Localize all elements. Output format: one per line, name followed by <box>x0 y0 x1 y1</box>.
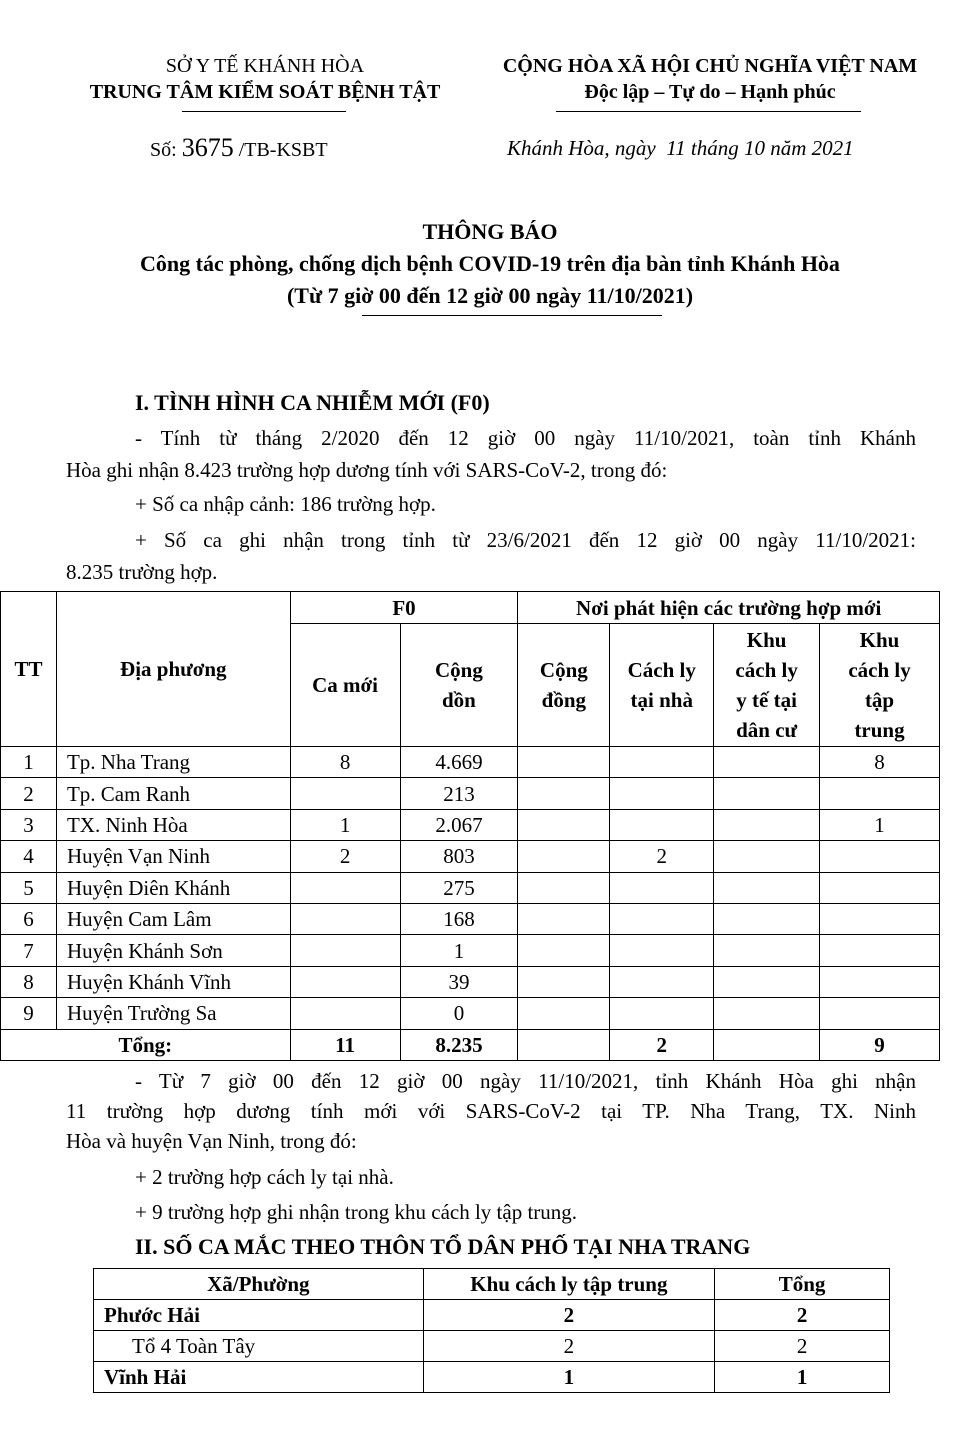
col-cumulative: Cộng dồn <box>400 624 518 747</box>
cell-total: 2 <box>715 1300 890 1331</box>
doc-no-suffix: /TB-KSBT <box>238 139 328 161</box>
cell-new: 8 <box>290 747 400 778</box>
cell-cum: 168 <box>400 903 518 934</box>
cell-central: 1 <box>423 1362 715 1393</box>
agency-underline <box>182 111 346 112</box>
document-number <box>150 133 328 165</box>
s1-para6: + 9 trường hợp ghi nhận trong khu cách ly tập trung. <box>135 1200 578 1224</box>
col-tt: TT <box>1 592 57 747</box>
cell-total: 2 <box>715 1331 890 1362</box>
cell-med <box>714 747 820 778</box>
cell-name: Tp. Nha Trang <box>56 747 290 778</box>
s1-para5: + 2 trường hợp cách ly tại nhà. <box>135 1165 394 1189</box>
cell-community <box>518 903 610 934</box>
cell-name: Huyện Diên Khánh <box>56 872 290 903</box>
total-label: Tổng: <box>1 1029 291 1060</box>
total-community <box>518 1029 610 1060</box>
cell-cum: 275 <box>400 872 518 903</box>
cell-community <box>518 778 610 809</box>
cell-tt: 7 <box>1 935 57 966</box>
cell-tt: 3 <box>1 809 57 840</box>
total-medical <box>714 1029 820 1060</box>
cell-new: 2 <box>290 841 400 872</box>
s1-para1-line2: Hòa ghi nhận 8.423 trường hợp dương tính với SARS-CoV-2, trong đó: <box>66 458 668 482</box>
place-date: Khánh Hòa, ngày 11 tháng 10 năm 2021 <box>507 136 854 160</box>
total-new: 11 <box>290 1029 400 1060</box>
cell-central: 8 <box>820 747 940 778</box>
cell-med <box>714 778 820 809</box>
col-medical-isolation: Khu cách ly y tế tại dân cư <box>714 624 820 747</box>
notice-subject: Công tác phòng, chống dịch bệnh COVID-19 trên địa bàn tỉnh Khánh Hòa <box>140 251 840 276</box>
table-row <box>1 935 940 966</box>
doc-no-prefix: Số: <box>150 139 177 161</box>
cell-tt: 9 <box>1 998 57 1029</box>
table-row <box>1 966 940 997</box>
cell-central <box>820 903 940 934</box>
nation-title: CỘNG HÒA XÃ HỘI CHỦ NGHĨA VIỆT NAM <box>502 55 918 77</box>
cell-cum: 213 <box>400 778 518 809</box>
cell-home <box>610 747 714 778</box>
s1-para3-line1: + Số ca ghi nhận trong tỉnh từ 23/6/2021 đến 12 giờ 00 ngày 11/10/2021: <box>135 528 916 552</box>
cell-name: Huyện Trường Sa <box>56 998 290 1029</box>
cell-med <box>714 841 820 872</box>
notice-title: THÔNG BÁO <box>422 219 558 244</box>
cell-community <box>518 809 610 840</box>
cell-cum: 0 <box>400 998 518 1029</box>
col-central-isolation-2: Khu cách ly tập trung <box>423 1269 715 1300</box>
col-central-isolation: Khu cách ly tập trung <box>820 624 940 747</box>
cell-cum: 1 <box>400 935 518 966</box>
agency-name: TRUNG TÂM KIỂM SOÁT BỆNH TẬT <box>89 81 441 103</box>
s1-para4-line3: Hòa và huyện Vạn Ninh, trong đó: <box>66 1129 357 1153</box>
cell-name: Tp. Cam Ranh <box>56 778 290 809</box>
cell-cum: 2.067 <box>400 809 518 840</box>
cases-by-locality-table <box>0 591 940 1061</box>
s1-para1-line1: - Tính từ tháng 2/2020 đến 12 giờ 00 ngày 11/10/2021, toàn tỉnh Khánh <box>135 426 916 450</box>
col-community: Cộng đồng <box>518 624 610 747</box>
cell-new <box>290 998 400 1029</box>
cell-central: 1 <box>820 809 940 840</box>
cell-central <box>820 778 940 809</box>
col-group-f0: F0 <box>290 592 518 624</box>
title-underline <box>362 315 662 316</box>
cell-name: Huyện Vạn Ninh <box>56 841 290 872</box>
agency-parent: SỞ Y TẾ KHÁNH HÒA <box>165 55 365 77</box>
section-1-heading: I. TÌNH HÌNH CA NHIỄM MỚI (F0) <box>135 390 490 415</box>
cell-home <box>610 903 714 934</box>
cell-name: Tổ 4 Toàn Tây <box>94 1331 424 1362</box>
total-central: 9 <box>820 1029 940 1060</box>
col-total-2: Tổng <box>715 1269 890 1300</box>
cell-home <box>610 935 714 966</box>
table-row <box>1 778 940 809</box>
cell-cum: 39 <box>400 966 518 997</box>
cell-name: Vĩnh Hải <box>94 1362 424 1393</box>
cell-home <box>610 966 714 997</box>
cell-tt: 4 <box>1 841 57 872</box>
notice-period: (Từ 7 giờ 00 đến 12 giờ 00 ngày 11/10/2021) <box>286 283 694 308</box>
col-new-cases: Ca mới <box>290 624 400 747</box>
table-row <box>1 841 940 872</box>
cell-central: 2 <box>423 1300 715 1331</box>
doc-no-value: 3675 <box>181 133 234 162</box>
cell-med <box>714 935 820 966</box>
cell-total: 1 <box>715 1362 890 1393</box>
section-2-heading: II. SỐ CA MẮC THEO THÔN TỔ DÂN PHỐ TẠI NHA TRANG <box>135 1234 751 1259</box>
cell-med <box>714 998 820 1029</box>
table-row <box>1 998 940 1029</box>
cell-tt: 8 <box>1 966 57 997</box>
table-row <box>94 1331 890 1362</box>
cell-central: 2 <box>423 1331 715 1362</box>
cell-name: Huyện Cam Lâm <box>56 903 290 934</box>
motto-underline <box>556 111 861 112</box>
table-row <box>94 1362 890 1393</box>
cell-new <box>290 935 400 966</box>
cell-name: Huyện Khánh Vĩnh <box>56 966 290 997</box>
cell-med <box>714 809 820 840</box>
cell-new: 1 <box>290 809 400 840</box>
cell-med <box>714 903 820 934</box>
cell-tt: 2 <box>1 778 57 809</box>
col-locality: Địa phương <box>56 592 290 747</box>
col-ward: Xã/Phường <box>94 1269 424 1300</box>
cell-central <box>820 935 940 966</box>
cell-home <box>610 778 714 809</box>
total-cumulative: 8.235 <box>400 1029 518 1060</box>
table-row <box>94 1300 890 1331</box>
table-row <box>1 903 940 934</box>
cell-cum: 4.669 <box>400 747 518 778</box>
cell-new <box>290 778 400 809</box>
cell-new <box>290 903 400 934</box>
s1-para4-line2: 11 trường hợp dương tính mới với SARS-CoV-2 tại TP. Nha Trang, TX. Ninh <box>66 1099 916 1123</box>
s1-para3-line2: 8.235 trường hợp. <box>66 560 218 584</box>
cell-name: Phước Hải <box>94 1300 424 1331</box>
cell-community <box>518 747 610 778</box>
s1-para4-line1: - Từ 7 giờ 00 đến 12 giờ 00 ngày 11/10/2021, tỉnh Khánh Hòa ghi nhận <box>135 1069 916 1093</box>
cell-community <box>518 935 610 966</box>
table-row <box>1 809 940 840</box>
cell-name: Huyện Khánh Sơn <box>56 935 290 966</box>
col-home-isolation: Cách ly tại nhà <box>610 624 714 747</box>
total-home: 2 <box>610 1029 714 1060</box>
cell-community <box>518 872 610 903</box>
col-group-found-at: Nơi phát hiện các trường hợp mới <box>518 592 940 624</box>
cell-central <box>820 872 940 903</box>
cell-home <box>610 872 714 903</box>
cell-central <box>820 998 940 1029</box>
cell-community <box>518 998 610 1029</box>
cell-cum: 803 <box>400 841 518 872</box>
cell-community <box>518 966 610 997</box>
cell-central <box>820 966 940 997</box>
cell-new <box>290 872 400 903</box>
s1-para2: + Số ca nhập cảnh: 186 trường hợp. <box>135 492 436 516</box>
cell-home <box>610 809 714 840</box>
cell-home: 2 <box>610 841 714 872</box>
cell-tt: 6 <box>1 903 57 934</box>
nation-motto: Độc lập – Tự do – Hạnh phúc <box>584 81 836 103</box>
cases-by-ward-table <box>93 1268 890 1393</box>
table-row <box>1 872 940 903</box>
cell-central <box>820 841 940 872</box>
cell-med <box>714 966 820 997</box>
cell-new <box>290 966 400 997</box>
table-row <box>1 747 940 778</box>
cell-med <box>714 872 820 903</box>
cell-name: TX. Ninh Hòa <box>56 809 290 840</box>
total-row <box>1 1029 940 1060</box>
cell-tt: 5 <box>1 872 57 903</box>
cell-tt: 1 <box>1 747 57 778</box>
cell-community <box>518 841 610 872</box>
cell-home <box>610 998 714 1029</box>
